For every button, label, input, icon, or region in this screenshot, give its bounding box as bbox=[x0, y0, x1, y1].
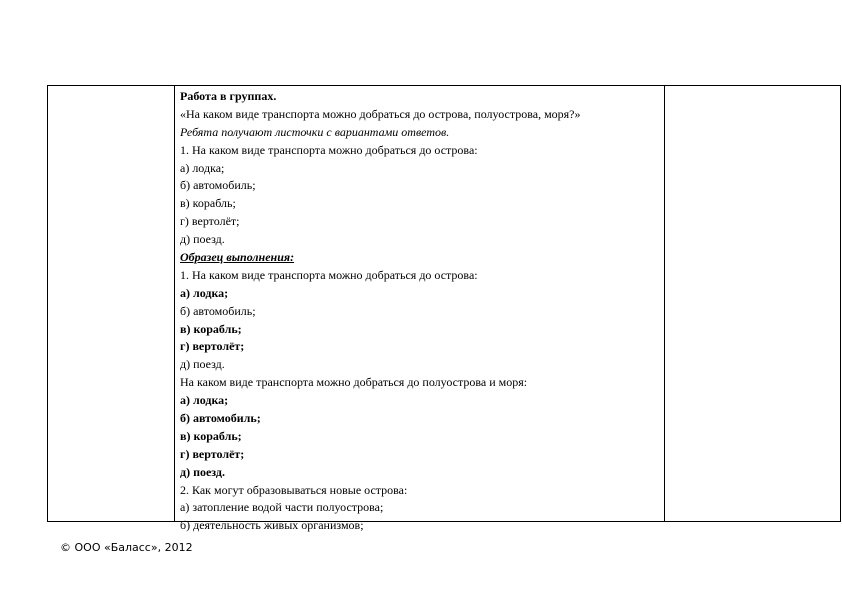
content-line: Работа в группах. bbox=[180, 89, 277, 103]
content-line: б) деятельность живых организмов; bbox=[180, 518, 364, 533]
content-line: в) корабль; bbox=[180, 321, 242, 336]
content-line: д) поезд. bbox=[180, 357, 225, 372]
column-divider-left bbox=[174, 86, 175, 521]
content-line: б) автомобиль; bbox=[180, 303, 256, 318]
content-line: а) лодка; bbox=[180, 160, 225, 175]
content-line: д) поезд. bbox=[180, 464, 225, 479]
content-line: Образец выполнения: bbox=[180, 250, 295, 265]
content-line: 1. На каком виде транспорта можно добраться до острова: bbox=[180, 142, 478, 157]
copyright-footer: © ООО «Баласс», 2012 bbox=[60, 541, 193, 554]
content-line: «На каком виде транспорта можно добраться до острова, полуострова, моря?» bbox=[180, 106, 581, 121]
content-line: г) вертолёт; bbox=[180, 214, 240, 229]
content-line: в) корабль; bbox=[180, 196, 236, 211]
content-line: б) автомобиль; bbox=[180, 411, 261, 426]
content-line: б) автомобиль; bbox=[180, 178, 256, 193]
lesson-table bbox=[47, 85, 841, 533]
content-line: а) затопление водой части полуострова; bbox=[180, 500, 384, 515]
content-line: 2. Как могут образовываться новые острова: bbox=[180, 482, 408, 497]
column-divider-right bbox=[664, 86, 665, 521]
content-line: Ребята получают листочки с вариантами ответов. bbox=[180, 124, 450, 139]
content-line: 1. На каком виде транспорта можно добраться до острова: bbox=[180, 267, 478, 282]
content-line: г) вертолёт; bbox=[180, 446, 245, 461]
content-line: а) лодка; bbox=[180, 393, 229, 408]
content-cell bbox=[180, 88, 660, 535]
content-line: г) вертолёт; bbox=[180, 339, 245, 354]
content-line: а) лодка; bbox=[180, 285, 229, 300]
content-line: в) корабль; bbox=[180, 428, 242, 443]
content-line: На каком виде транспорта можно добраться до полуострова и моря: bbox=[180, 375, 528, 390]
content-line: д) поезд. bbox=[180, 232, 225, 247]
